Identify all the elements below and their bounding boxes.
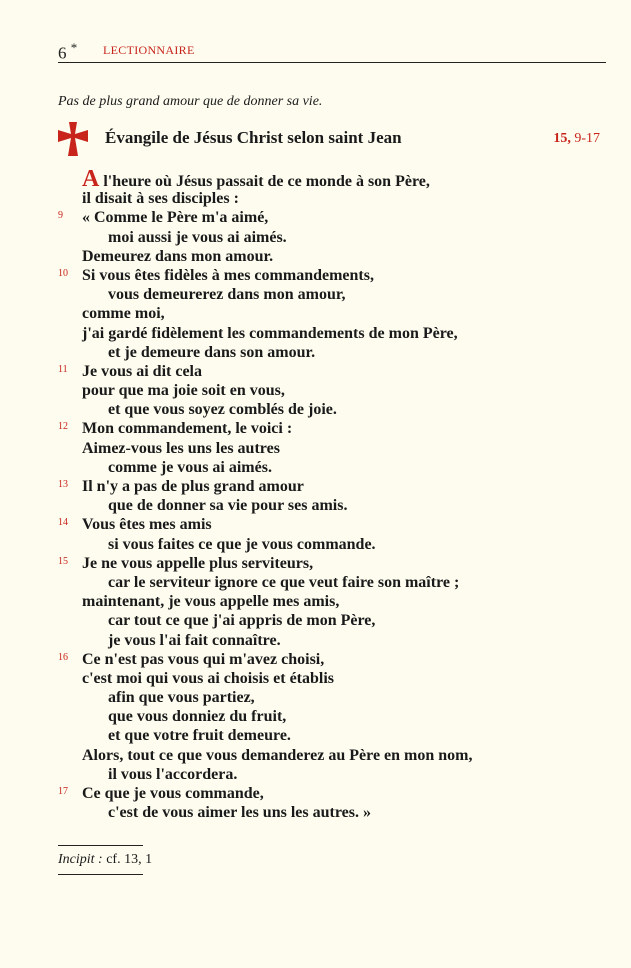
line-text: que vous donniez du fruit, [108, 708, 287, 726]
line-text: car le serviteur ignore ce que veut faire son maître ; [108, 573, 460, 591]
page-number: 6 * [58, 40, 78, 63]
reading-line [58, 650, 618, 669]
reading-line [58, 726, 618, 745]
verse-number: 17 [58, 786, 68, 797]
verse-number: 13 [58, 479, 68, 490]
gospel-heading [58, 122, 606, 162]
line-text: j'ai gardé fidèlement les commandements de mon Père, [82, 324, 458, 342]
reading-line [58, 304, 618, 323]
line-text: et je demeure dans son amour. [108, 343, 316, 361]
line-text: Alors, tout ce que vous demanderez au Père en mon nom, [82, 746, 473, 764]
verse-number: 9 [58, 210, 63, 222]
reading-line [58, 592, 618, 611]
reading-line [58, 189, 618, 208]
footnote-incipit: Incipit : cf. 13, 1 [58, 852, 153, 867]
reading-line [58, 554, 618, 573]
reading-line [58, 228, 618, 247]
reading-line [58, 208, 618, 227]
line-text: Si vous êtes fidèles à mes commandements, [82, 266, 374, 284]
gospel-reading [58, 166, 618, 822]
reading-line [58, 247, 618, 266]
reading-line [58, 496, 618, 515]
reading-line [58, 381, 618, 400]
line-text: Vous êtes mes amis [82, 516, 212, 534]
gospel-title: Évangile de Jésus Christ selon saint Jean [105, 128, 402, 147]
line-text: maintenant, je vous appelle mes amis, [82, 593, 340, 611]
reading-line [58, 515, 618, 534]
verse-number: 12 [58, 421, 68, 433]
line-text: et que votre fruit demeure. [108, 727, 291, 745]
line-text: pour que ma joie soit en vous, [82, 382, 285, 400]
reading-line [58, 707, 618, 726]
line-text: comme moi, [82, 305, 165, 323]
reading-line [58, 362, 618, 381]
line-text: l'heure où Jésus passait de ce monde à son Père, [103, 173, 430, 190]
reading-line [58, 324, 618, 343]
line-text: et que vous soyez comblés de joie. [108, 401, 337, 419]
reading-line [58, 784, 618, 803]
verse-number: 16 [58, 651, 68, 663]
verse-number: 14 [58, 517, 68, 529]
line-text: il disait à ses disciples : [82, 190, 239, 208]
line-text: Mon commandement, le voici : [82, 420, 293, 438]
reading-line [58, 419, 618, 438]
verse-number: 11 [58, 363, 68, 375]
verse-number: 10 [58, 267, 68, 279]
verse-number: 15 [58, 555, 68, 567]
book-title: LECTIONNAIRE [103, 43, 195, 57]
footnote-rule-bottom [58, 874, 143, 875]
reading-line [58, 458, 618, 477]
cross-icon [58, 122, 88, 156]
line-text: je vous l'ai fait connaître. [108, 631, 281, 649]
line-text: Aimez-vous les uns les autres [82, 439, 280, 457]
motto: Pas de plus grand amour que de donner sa vie. [58, 94, 323, 109]
reading-line [58, 477, 618, 496]
line-text: comme je vous ai aimés. [108, 458, 272, 476]
reading-line [58, 803, 618, 822]
reading-line [58, 746, 618, 765]
reading-line [58, 166, 618, 192]
reading-line [58, 266, 618, 285]
reading-line [58, 439, 618, 458]
reading-line [58, 631, 618, 650]
reading-line [58, 343, 618, 362]
scripture-reference: 15, 9-17 [553, 131, 600, 146]
line-text: Il n'y a pas de plus grand amour [82, 478, 304, 495]
line-text: Je vous ai dit cela [82, 362, 202, 380]
line-text: Je ne vous appelle plus serviteurs, [82, 554, 314, 572]
reading-line [58, 535, 618, 554]
line-text: afin que vous partiez, [108, 689, 255, 707]
footnote-rule-top [58, 845, 143, 846]
line-text: Demeurez dans mon amour. [82, 247, 274, 265]
line-text: moi aussi je vous ai aimés. [108, 228, 287, 246]
reading-line [58, 611, 618, 630]
reading-line [58, 573, 618, 592]
drop-cap: A [82, 166, 100, 192]
line-text: Ce que je vous commande, [82, 785, 264, 802]
reading-line [58, 669, 618, 688]
line-text: Ce n'est pas vous qui m'avez choisi, [82, 650, 325, 668]
reading-line [58, 688, 618, 707]
line-text: c'est de vous aimer les uns les autres. » [108, 804, 371, 822]
line-text: vous demeurerez dans mon amour, [108, 286, 346, 304]
line-text: car tout ce que j'ai appris de mon Père, [108, 612, 376, 630]
line-text: si vous faites ce que je vous commande. [108, 535, 376, 553]
reading-line [58, 285, 618, 304]
page-header [58, 40, 606, 63]
line-text: il vous l'accordera. [108, 765, 238, 783]
line-text: c'est moi qui vous ai choisis et établis [82, 669, 335, 687]
line-text: « Comme le Père m'a aimé, [82, 209, 269, 227]
reading-line [58, 765, 618, 784]
reading-line [58, 400, 618, 419]
line-text: que de donner sa vie pour ses amis. [108, 497, 348, 515]
